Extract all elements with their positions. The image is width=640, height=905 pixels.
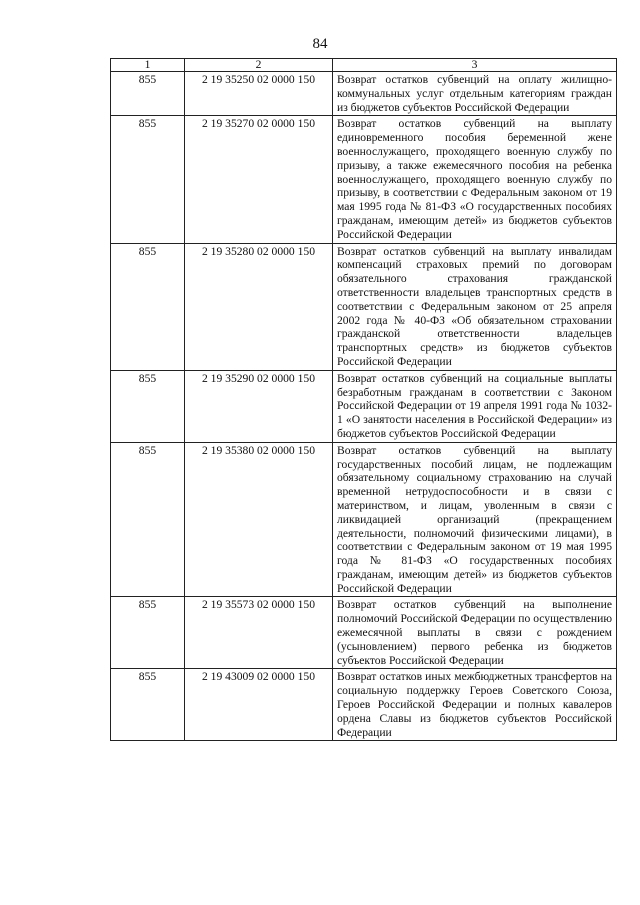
table-row	[111, 370, 617, 442]
admin-code-cell: 855	[111, 116, 185, 243]
description-cell: Возврат остатков субвенций на оплату жилищно-коммунальных услуг отдельным категориям граждан из бюджетов субъектов Российской Федерации	[333, 72, 617, 116]
description-cell: Возврат остатков субвенций на выплату инвалидам компенсаций страховых премий по договорам обязательного страхования гражданской ответственности владельцев транспортных средств в соответствии с Федеральным законом от 25 апреля 2002 года № 40-ФЗ «Об обязательном страховании гражданской ответственности владельцев транспортных средств» из бюджетов субъектов Российской Федерации	[333, 243, 617, 370]
description-cell: Возврат остатков иных межбюджетных трансфертов на социальную поддержку Героев Советского Союза, Героев Российской Федерации и полных кавалеров ордена Славы из бюджетов субъектов Российской Федерации	[333, 669, 617, 741]
table-row	[111, 597, 617, 669]
admin-code-cell: 855	[111, 669, 185, 741]
page-number: 84	[312, 36, 328, 52]
admin-code-cell: 855	[111, 597, 185, 669]
kbk-code-cell: 2 19 35380 02 0000 150	[185, 442, 333, 597]
kbk-code-cell: 2 19 43009 02 0000 150	[185, 669, 333, 741]
admin-code-cell: 855	[111, 72, 185, 116]
table-row	[111, 669, 617, 741]
admin-code-cell: 855	[111, 442, 185, 597]
table-row	[111, 72, 617, 116]
description-cell: Возврат остатков субвенций на выполнение полномочий Российской Федерации по осуществлению ежемесячной выплаты в связи с рождением (усыновлением) первого ребенка из бюджетов субъектов Российской Федерации	[333, 597, 617, 669]
kbk-code-cell: 2 19 35280 02 0000 150	[185, 243, 333, 370]
admin-code-cell: 855	[111, 370, 185, 442]
kbk-code-cell: 2 19 35290 02 0000 150	[185, 370, 333, 442]
description-cell: Возврат остатков субвенций на выплату единовременного пособия беременной жене военнослужащего, проходящего военную службу по призыву, а также ежемесячного пособия на ребенка военнослужащего, проходящего военную службу по призыву, в соответствии с Федеральным законом от 19 мая 1995 года № 81-ФЗ «О государственных пособиях гражданам, имеющим детей» из бюджетов субъектов Российской Федерации	[333, 116, 617, 243]
table-row	[111, 442, 617, 597]
description-cell: Возврат остатков субвенций на социальные выплаты безработным гражданам в соответствии с Законом Российской Федерации от 19 апреля 1991 года № 1032-1 «О занятости населения в Российской Федерации» из бюджетов субъектов Российской Федерации	[333, 370, 617, 442]
header-row	[111, 59, 617, 72]
column-header-2: 2	[185, 59, 333, 72]
kbk-code-cell: 2 19 35250 02 0000 150	[185, 72, 333, 116]
kbk-code-cell: 2 19 35573 02 0000 150	[185, 597, 333, 669]
table-row	[111, 243, 617, 370]
column-header-3: 3	[333, 59, 617, 72]
kbk-code-cell: 2 19 35270 02 0000 150	[185, 116, 333, 243]
budget-classification-table	[110, 58, 617, 741]
table-row	[111, 116, 617, 243]
column-header-1: 1	[111, 59, 185, 72]
description-cell: Возврат остатков субвенций на выплату государственных пособий лицам, не подлежащим обязательному социальному страхованию на случай временной нетрудоспособности и в связи с материнством, и лицам, уволенным в связи с ликвидацией организаций (прекращением деятельности, полномочий физическими лицами), в соответствии с Федеральным законом от 19 мая 1995 года № 81-ФЗ «О государственных пособиях гражданам, имеющим детей» из бюджетов субъектов Российской Федерации	[333, 442, 617, 597]
admin-code-cell: 855	[111, 243, 185, 370]
